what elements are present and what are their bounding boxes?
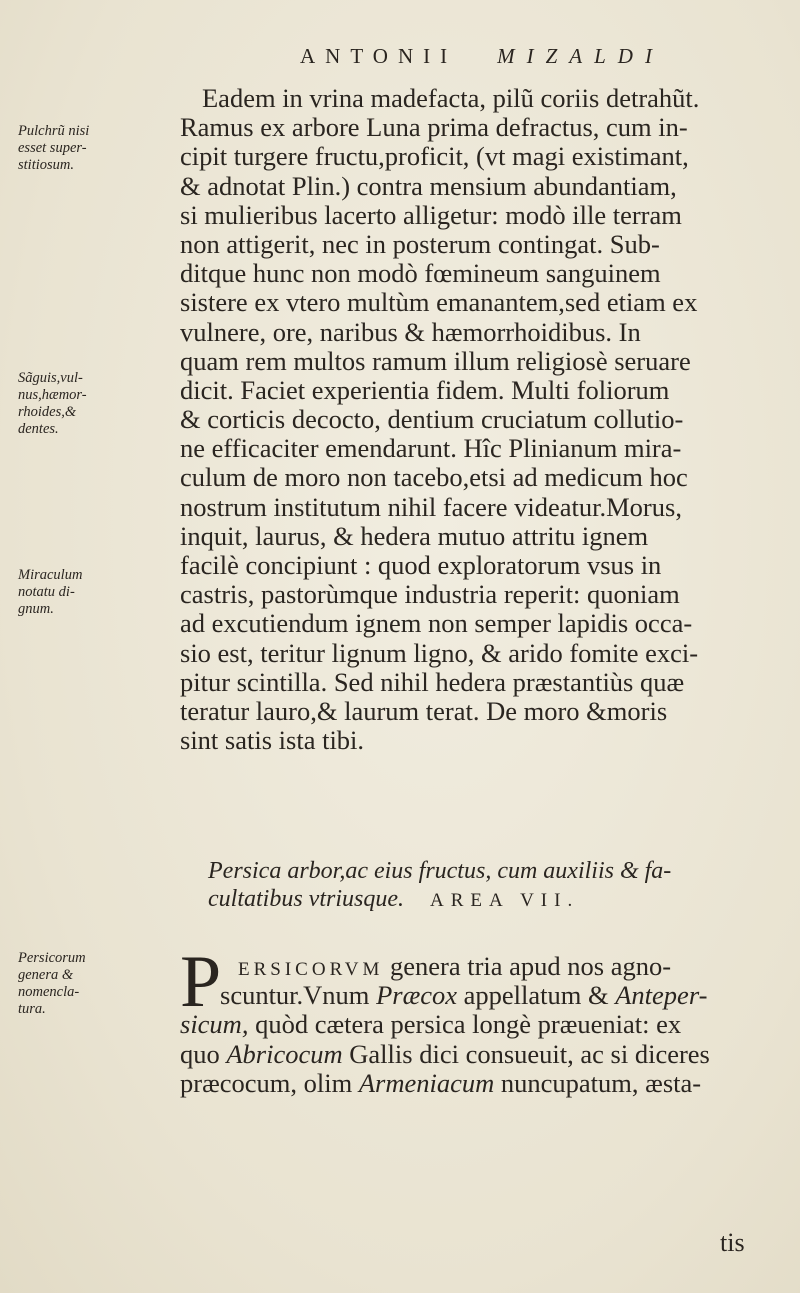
text-line: si mulieribus lacerto alligetur: modò ille terram (180, 199, 682, 230)
text-line: culum de moro non tacebo,etsi ad medicum hoc (180, 462, 688, 493)
section-heading (208, 857, 768, 915)
italic-term: Præcox (376, 980, 458, 1011)
area-label: AREA VII. (429, 890, 580, 911)
marginal-note-line: gnum. (18, 601, 54, 617)
italic-term: sicum, (180, 1009, 249, 1040)
marginal-note-line: genera & (18, 967, 74, 983)
marginal-note-line: nus,hæmor- (18, 387, 87, 403)
text-line: quòd cætera persica longè præueniat: ex (248, 1009, 682, 1040)
marginal-note-line: Miraculum (18, 567, 83, 583)
text-line: cipit turgere fructu,proficit, (vt magi existimant, (180, 141, 689, 172)
text-line: quo (180, 1038, 227, 1069)
marginal-note-line: esset super- (18, 140, 87, 156)
running-head-left: ANTONII (300, 44, 458, 68)
marginal-note-line: Sãguis,vul- (18, 370, 83, 386)
marginal-note (18, 950, 168, 1018)
italic-term: Anteper- (615, 980, 708, 1011)
text-line: non attigerit, nec in posterum contingat. Sub- (180, 228, 660, 259)
marginal-note-line: rhoides,& (18, 404, 77, 420)
catchword: tis (720, 1228, 745, 1257)
text-line: appellatum & (457, 980, 616, 1011)
text-line: facilè concipiunt : quod exploratorum vsus in (180, 550, 662, 580)
text-line: teratur lauro,& laurum terat. De moro &moris (180, 695, 668, 726)
marginal-note-line: Persicorum (18, 950, 86, 966)
text-line: ditque hunc non modò fœmineum sanguinem (180, 258, 661, 289)
text-line: scuntur.Vnum (220, 980, 377, 1011)
text-line: Gallis dici consueuit, ac si diceres (342, 1038, 710, 1069)
heading-line: cultatibus vtriusque. (208, 886, 404, 912)
text-line: nostrum institutum nihil facere videatur.Morus, (180, 491, 682, 522)
small-caps-opening: ERSICORVM (238, 959, 384, 980)
text-line: ad excutiendum ignem non semper lapidis occa- (180, 608, 693, 639)
text-line: nuncupatum, æsta- (494, 1067, 702, 1098)
marginal-note (18, 123, 168, 174)
text-line: vulnere, ore, naribus & hæmorrhoidibus. In (180, 316, 641, 347)
body-text-section-1 (180, 84, 774, 843)
text-line: Eadem in vrina madefacta, pilũ coriis detrahũt. (202, 83, 700, 113)
text-line (180, 785, 774, 814)
body-text-section-2 (180, 941, 774, 1098)
drop-cap: P (180, 941, 222, 1023)
marginal-note (18, 567, 168, 618)
text-line: & corticis decocto, dentium cruciatum collutio- (180, 404, 684, 435)
text-line: inquit, laurus, & hedera mutuo attritu ignem (180, 520, 649, 551)
marginal-note-line: Pulchrũ nisi (18, 123, 90, 139)
text-line: præcocum, olim Armeniacum nuncupatum, æsta- (180, 1067, 702, 1098)
text-line: castris, pastorùmque industria reperit: quoniam (180, 579, 680, 610)
text-line: Ramus ex arbore Luna prima defractus, cum in- (180, 112, 688, 143)
marginal-note-line: tura. (18, 1001, 46, 1017)
text-line: sint satis ista tibi. (180, 725, 365, 756)
marginal-note (18, 370, 168, 438)
marginal-note-line: nomencla- (18, 984, 80, 1000)
running-head (300, 44, 680, 69)
text-line: ne efficaciter emendarunt. Hîc Plinianum mira- (180, 433, 682, 464)
text-line (180, 814, 774, 843)
text-line: sistere ex vtero multùm emanantem,sed etiam ex (180, 287, 698, 318)
italic-term: Armeniacum (358, 1067, 495, 1098)
running-head-right: MIZALDI (497, 44, 664, 68)
text-line: & adnotat Plin.) contra mensium abundantiam, (180, 170, 677, 201)
text-line (180, 755, 774, 784)
text-line: genera tria apud nos agno- (383, 951, 672, 981)
marginal-note-line: notatu di- (18, 584, 75, 600)
marginal-note-line: stitiosum. (18, 157, 74, 173)
text-line: quam rem multos ramum illum religiosè seruare (180, 345, 691, 376)
text-line: pitur scintilla. Sed nihil hedera præstantiùs quæ (180, 666, 685, 697)
italic-term: Abricocum (226, 1038, 343, 1069)
text-line: dicit. Faciet experientia fidem. Multi foliorum (180, 374, 670, 405)
text-line: sio est, teritur lignum ligno, & arido fomite exci- (180, 637, 699, 668)
marginal-note-line: dentes. (18, 421, 59, 437)
heading-line: Persica arbor,ac eius fructus, cum auxiliis & fa- (208, 858, 672, 884)
